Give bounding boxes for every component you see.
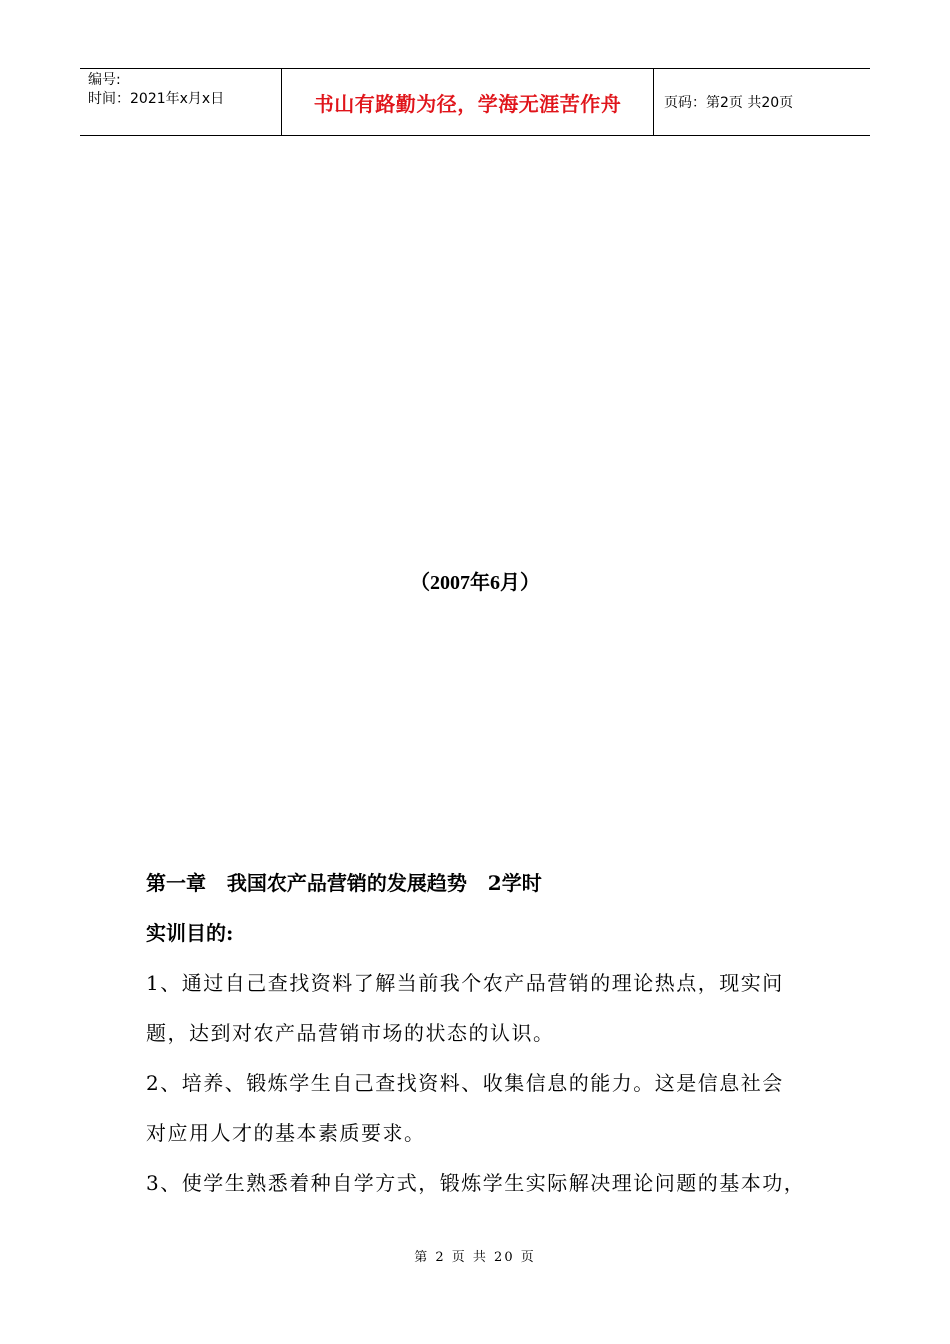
paragraph-line: 3、使学生熟悉着种自学方式，锻炼学生实际解决理论问题的基本功，: [146, 1171, 806, 1195]
section-title: 实训目的:: [146, 921, 234, 945]
paragraph-line: 对应用人才的基本素质要求。: [146, 1121, 426, 1145]
number-label: 编号:: [88, 72, 121, 88]
paragraph-line: 2、培养、锻炼学生自己查找资料、收集信息的能力。这是信息社会: [146, 1071, 784, 1095]
page-footer: 第 2 页 共 20 页: [414, 1250, 536, 1265]
header-motto-cell: [282, 69, 654, 135]
chapter-title: 第一章 我国农产品营销的发展趋势 2学时: [146, 871, 542, 895]
document-header: [80, 68, 870, 136]
header-meta-cell: [80, 69, 282, 135]
time-label: 时间：2021年x月x日: [88, 91, 225, 107]
page-info: 页码：第2页 共20页: [664, 95, 794, 111]
paragraph-line: 题，达到对农产品营销市场的状态的认识。: [146, 1021, 555, 1045]
document-date: （2007年6月）: [410, 572, 540, 594]
chapter-content: [146, 858, 826, 1208]
motto-text: 书山有路勤为径，学海无涯苦作舟: [313, 91, 622, 116]
header-page-cell: [654, 69, 870, 135]
paragraph-line: 1、通过自己查找资料了解当前我个农产品营销的理论热点，现实问: [146, 971, 784, 995]
